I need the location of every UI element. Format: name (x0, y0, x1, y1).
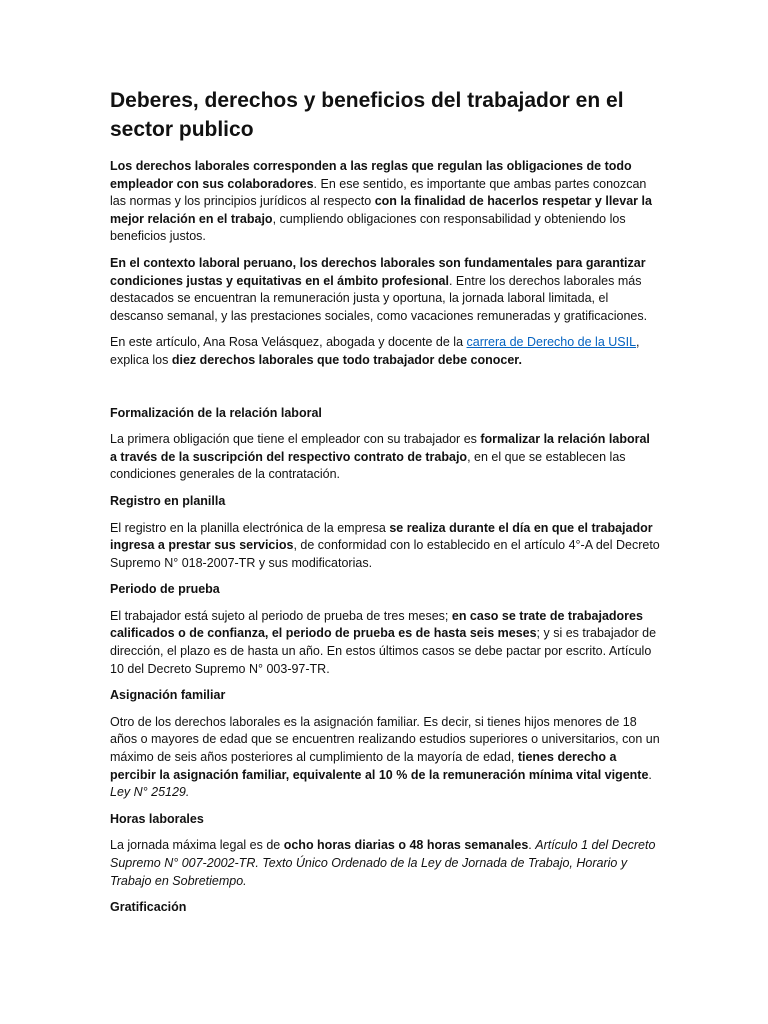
body-text: . En ese sentido, es importante que ambas partes conozcan las normas y los principios jurídicos al respecto (110, 176, 647, 209)
section-body-horas (110, 837, 660, 890)
intro-paragraph-1 (110, 158, 660, 246)
body-text: La primera obligación que tiene el empleador con su trabajador es (110, 432, 481, 447)
intro-paragraph-3 (110, 334, 660, 369)
usil-law-career-link[interactable]: carrera de Derecho de la USIL (466, 335, 637, 350)
body-text: . (648, 767, 652, 782)
body-text: El trabajador está sujeto al periodo de prueba de tres meses; (110, 608, 452, 623)
body-text: , en el que se establecen las condiciones generales de la contratación. (110, 449, 626, 482)
italic-citation: Artículo 1 del Decreto Supremo N° 007-2002-TR. Texto Único Ordenado de la Ley de Jornada de Trabajo, Horario y Trabajo en Sobretiempo. (110, 838, 656, 888)
body-text: . (528, 838, 536, 853)
section-heading-asignacion: Asignación familiar (110, 688, 226, 703)
section-heading-formalizacion: Formalización de la relación laboral (110, 405, 322, 420)
italic-citation: Ley N° 25129. (110, 785, 190, 800)
bold-text: con la finalidad de hacerlos respetar y llevar la mejor relación en el trabajo (110, 194, 652, 226)
bold-text: tienes derecho a percibir la asignación familiar, equivalente al 10 % de la remuneración mínima vital vigente (110, 750, 649, 782)
section-heading-prueba: Periodo de prueba (110, 582, 220, 597)
body-text: La jornada máxima legal es de (110, 838, 284, 853)
spacer (110, 379, 660, 405)
section-heading-gratificacion: Gratificación (110, 900, 187, 915)
section-heading-registro: Registro en planilla (110, 493, 226, 508)
body-text: , cumpliendo obligaciones con responsabilidad y obteniendo los beneficios justos. (110, 211, 626, 244)
bold-text: en caso se trate de trabajadores calificados o de confianza, el periodo de prueba es de hasta seis meses (110, 608, 643, 641)
bold-text: En el contexto laboral peruano, los derechos laborales son fundamentales para garantizar condiciones justas y equitativas en el ámbito profesional (110, 255, 646, 288)
body-text: En este artículo, Ana Rosa Velásquez, abogada y docente de la (110, 335, 467, 350)
intro-paragraph-2 (110, 255, 660, 325)
bold-text: se realiza durante el día en que el trabajador ingresa a prestar sus servicios (110, 520, 653, 553)
body-text: Otro de los derechos laborales es la asignación familiar. Es decir, si tienes hijos menores de 18 años o mayores de edad que se encuentren realizando estudios superiores o universitarios, con un máximo de seis años posteriores al cumplimiento de la mayoría de edad, (110, 714, 660, 765)
body-text: ; y si es trabajador de dirección, el plazo es de hasta un año. En estos últimos casos se debe pactar por escrito. Artículo 10 del Decreto Supremo N° 003-97-TR. (110, 626, 657, 676)
bold-text: ocho horas diarias o 48 horas semanales (283, 838, 529, 853)
body-text: , de conformidad con lo establecido en el artículo 4°-A del Decreto Supremo N° 018-2007-TR y sus modificatorias. (110, 538, 660, 570)
section-body-prueba (110, 608, 660, 678)
body-text: El registro en la planilla electrónica de la empresa (110, 520, 390, 535)
document-title: Deberes, derechos y beneficios del trabajador en el sector publico (110, 89, 624, 141)
section-body-formalizacion (110, 431, 660, 484)
section-body-registro (110, 520, 660, 573)
bold-text: formalizar la relación laboral a través de la suscripción del respectivo contrato de trabajo (110, 432, 650, 464)
body-text: , explica los (110, 335, 640, 367)
bold-text: Los derechos laborales corresponden a las reglas que regulan las obligaciones de todo empleador con sus colaboradores (110, 159, 632, 191)
section-body-asignacion (110, 714, 660, 802)
bold-text: diez derechos laborales que todo trabajador debe conocer. (171, 352, 522, 367)
section-heading-horas: Horas laborales (110, 811, 204, 826)
body-text: . Entre los derechos laborales más destacados se encuentran la remuneración justa y oportuna, la jornada laboral limitada, el descanso semanal, y las prestaciones sociales, como vacaciones remuneradas y gratificaciones. (110, 273, 648, 323)
